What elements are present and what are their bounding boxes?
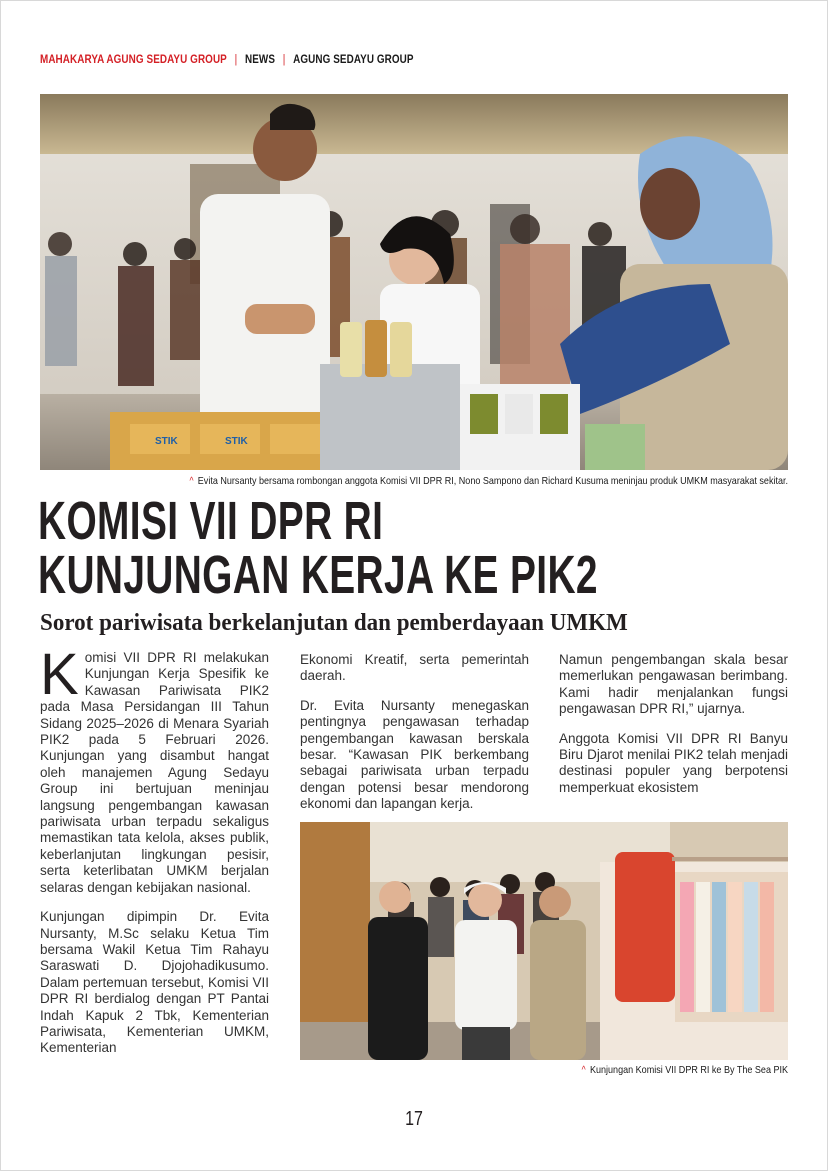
paragraph-3: Ekonomi Kreatif, serta pemerintah daerah.	[300, 652, 529, 684]
drop-cap: K	[40, 642, 79, 707]
brand-label[interactable]: MAHAKARYA AGUNG SEDAYU GROUP	[40, 54, 227, 66]
paragraph-5: Namun pengembangan skala besar memerlukan pengawasan berimbang. Kami hadir menjalankan fungsi pengawasan DPR RI,” ujarnya.	[559, 652, 788, 717]
secondary-photo-caption-text: Kunjungan Komisi VII DPR RI ke By The Sea PIK	[589, 1064, 788, 1076]
caption-arrow-icon: ^	[189, 476, 194, 487]
package-label-1: STIK	[155, 436, 178, 447]
page-number: 17	[405, 1108, 423, 1130]
main-photo-caption-text: Evita Nursanty bersama rombongan anggota Komisi VII DPR RI, Nono Sampono dan Richard Kusuma meninjau produk UMKM masyarakat sekitar.	[197, 475, 789, 487]
headline-line-1: KOMISI VII DPR RI	[38, 491, 384, 551]
header-bar	[40, 51, 414, 69]
paragraph-2: Kunjungan dipimpin Dr. Evita Nursanty, M.Sc selaku Ketua Tim bersama Wakil Ketua Tim Rahayu Saraswati D. Djojohadikusumo. Dalam pertemuan tersebut, Komisi VII DPR RI berdialog dengan PT Pantai Indah Kapuk 2 Tbk, Kementerian Pariwisata, Kementerian UMKM, Kementerian	[40, 909, 269, 1056]
section-label[interactable]: NEWS	[245, 54, 276, 66]
header-separator-2: |	[282, 54, 286, 66]
paragraph-1	[40, 642, 269, 896]
headline-line-2: KUNJUNGAN KERJA KE PIK2	[38, 545, 598, 605]
article-column-2	[300, 652, 529, 826]
article-column-1	[40, 642, 269, 1070]
article-column-3	[559, 652, 788, 809]
secondary-photo-illustration	[300, 822, 788, 1060]
header-separator: |	[234, 54, 238, 66]
publisher-label[interactable]: AGUNG SEDAYU GROUP	[293, 54, 414, 66]
paragraph-6: Anggota Komisi VII DPR RI Banyu Biru Djarot menilai PIK2 telah menjadi destinasi populer yang berpotensi memperkuat ekosistem	[559, 730, 788, 795]
package-label-2: STIK	[225, 436, 248, 447]
caption-arrow-icon-2: ^	[581, 1065, 586, 1076]
secondary-photo-caption	[582, 1064, 788, 1076]
main-photo-caption	[189, 475, 788, 487]
main-photo-illustration	[40, 94, 788, 470]
article-subheadline: Sorot pariwisata berkelanjutan dan pemberdayaan UMKM	[40, 610, 628, 636]
paragraph-4: Dr. Evita Nursanty menegaskan pentingnya pengawasan terhadap pengembangan kawasan berskala besar. “Kawasan PIK berkembang sebagai pariwisata urban terpadu dengan potensi besar mendorong ekonomi dan lapangan kerja.	[300, 697, 529, 812]
article-headline	[38, 491, 598, 605]
main-photo	[40, 94, 788, 470]
secondary-photo	[300, 822, 788, 1060]
paragraph-1-text: omisi VII DPR RI melakukan Kunjungan Kerja Spesifik ke Kawasan Pariwisata PIK2 pada Masa Persidangan III Tahun Sidang 2025–2026 di Menara Syariah PIK2 pada 5 Februari 2026. Kunjungan yang disambut hangat oleh manajemen Agung Sedayu Group ini bertujuan meninjau langsung pengembangan kawasan pariwisata urban terpadu sekaligus memastikan tata kelola, akses publik, keberlanjutan lingkungan pesisir, serta keterlibatan UMKM berjalan selaras dengan kebijakan nasional.	[40, 650, 269, 895]
